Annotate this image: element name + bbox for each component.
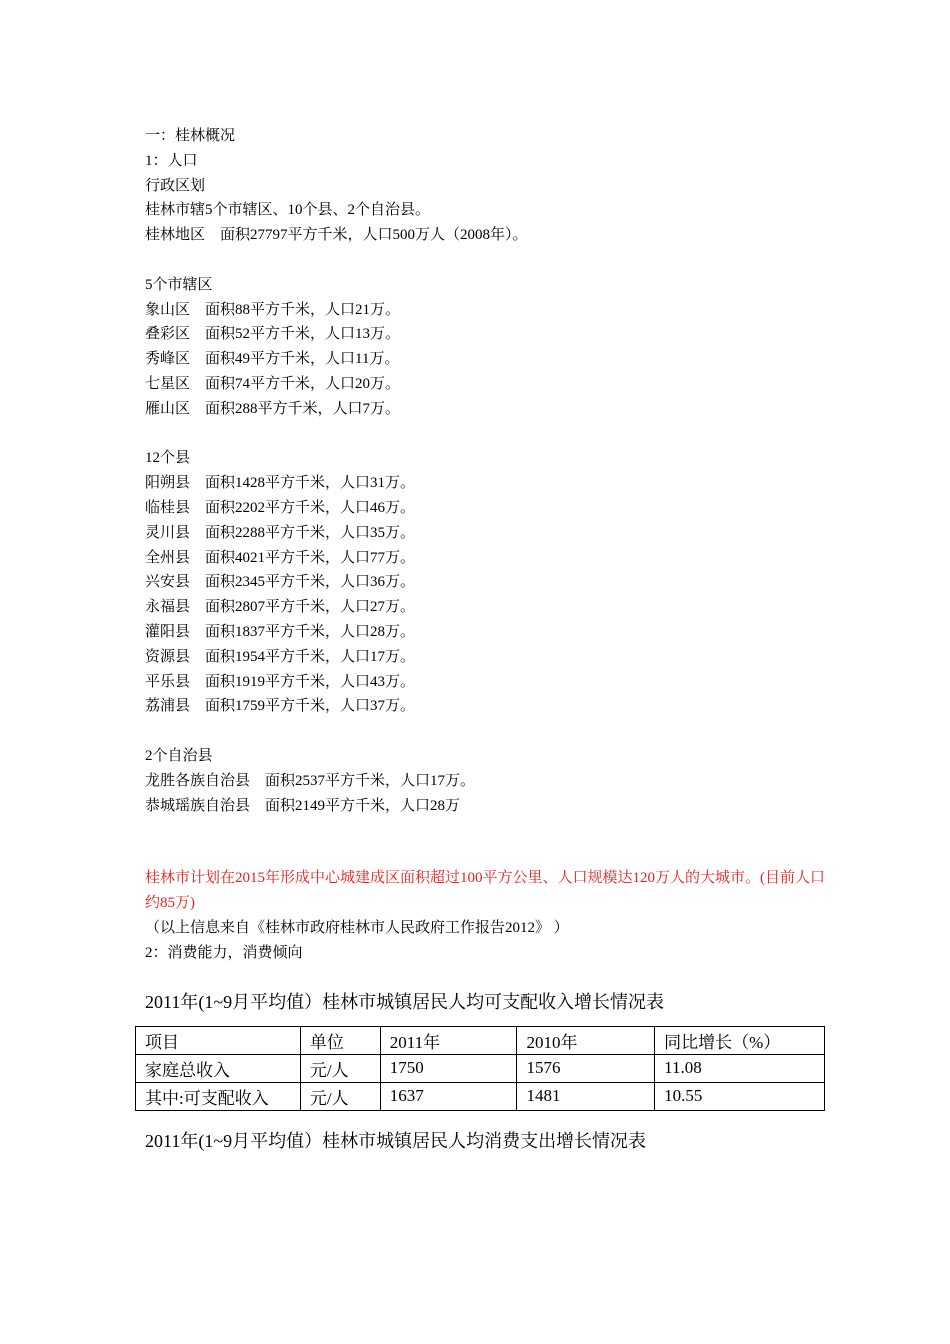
table-header-row: [136, 1026, 825, 1054]
header-cell: 同比增长（%）: [655, 1026, 825, 1054]
county-item: 永福县 面积2807平方千米，人口27万。: [145, 599, 416, 616]
table-2-title: 2011年(1~9月平均值）桂林市城镇居民人均消费支出增长情况表: [145, 1130, 647, 1151]
table-cell: 1481: [517, 1082, 655, 1110]
county-item: 荔浦县 面积1759平方千米，人口37万。: [145, 698, 416, 715]
county-item: 灌阳县 面积1837平方千米，人口28万。: [145, 623, 416, 640]
table-cell: 其中:可支配收入: [136, 1082, 301, 1110]
header-cell: 2010年: [517, 1026, 655, 1054]
table-cell: 元/人: [300, 1054, 380, 1082]
autonomous-item: 恭城瑶族自治县 面积2149平方千米，人口28万: [145, 797, 461, 814]
district-item: 雁山区 面积288平方千米，人口7万。: [145, 400, 401, 417]
table-cell: 10.55: [655, 1082, 825, 1110]
document-body: [145, 124, 835, 1155]
section-2-title: 2：消费能力，消费倾向: [145, 944, 303, 961]
table-cell: 1576: [517, 1054, 655, 1082]
table-row: [136, 1054, 825, 1082]
county-item: 临桂县 面积2202平方千米，人口46万。: [145, 499, 416, 516]
table-cell: 元/人: [300, 1082, 380, 1110]
district-item: 七星区 面积74平方千米，人口20万。: [145, 375, 401, 392]
counties-title: 12个县: [145, 450, 191, 467]
spacer: [145, 818, 835, 866]
document-heading: 一：桂林概况: [145, 128, 236, 144]
admin-summary: 桂林市辖5个市辖区、10个县、2个自治县。: [145, 202, 431, 219]
county-item: 兴安县 面积2345平方千米，人口36万。: [145, 574, 416, 591]
table-1-title: 2011年(1~9月平均值）桂林市城镇居民人均可支配收入增长情况表: [145, 991, 665, 1012]
table-cell: 11.08: [655, 1054, 825, 1082]
district-item: 秀峰区 面积49平方千米，人口11万。: [145, 351, 400, 368]
header-cell: 2011年: [380, 1026, 517, 1054]
table-cell: 家庭总收入: [136, 1054, 301, 1082]
spacer: [145, 719, 835, 744]
table-cell: 1637: [380, 1082, 517, 1110]
autonomous-title: 2个自治县: [145, 747, 213, 764]
district-item: 象山区 面积88平方千米，人口21万。: [145, 301, 401, 318]
region-line: 桂林地区 面积27797平方千米，人口500万人（2008年）。: [145, 227, 528, 244]
source-note: （以上信息来自《桂林市政府桂林市人民政府工作报告2012》 ）: [145, 919, 569, 936]
table-row: [136, 1082, 825, 1110]
header-cell: 项目: [136, 1026, 301, 1054]
district-item: 叠彩区 面积52平方千米，人口13万。: [145, 326, 401, 343]
autonomous-item: 龙胜各族自治县 面积2537平方千米，人口17万。: [145, 772, 476, 789]
districts-title: 5个市辖区: [145, 276, 213, 293]
table-cell: 1750: [380, 1054, 517, 1082]
spacer: [145, 422, 835, 447]
county-item: 资源县 面积1954平方千米，人口17万。: [145, 648, 416, 665]
county-item: 阳朔县 面积1428平方千米，人口31万。: [145, 475, 416, 492]
income-table: [135, 1026, 825, 1111]
header-cell: 单位: [300, 1026, 380, 1054]
county-item: 全州县 面积4021平方千米，人口77万。: [145, 549, 416, 566]
plan-text: 桂林市计划在2015年形成中心城建成区面积超过100平方公里、人口规模达120万人的大城市。(目前人口约85万): [145, 870, 825, 912]
county-item: 灵川县 面积2288平方千米，人口35万。: [145, 524, 416, 541]
county-item: 平乐县 面积1919平方千米，人口43万。: [145, 673, 416, 690]
admin-title: 行政区划: [145, 177, 206, 194]
spacer: [145, 248, 835, 273]
section-1-title: 1：人口: [145, 152, 198, 169]
